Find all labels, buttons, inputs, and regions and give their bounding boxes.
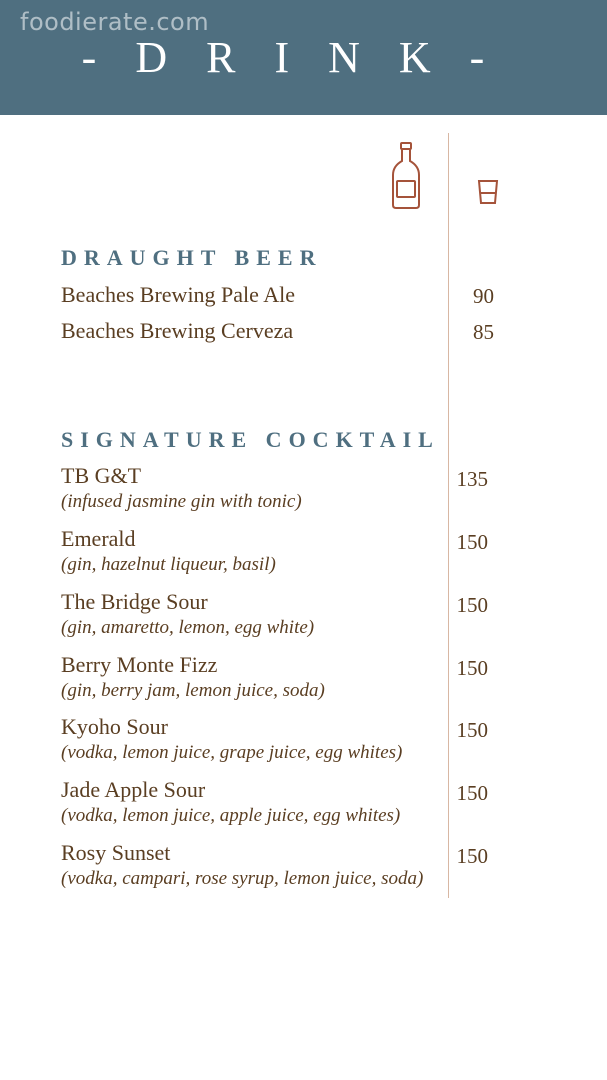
item-price: 150 [456,593,488,617]
bottle-icon [388,141,424,211]
item-price: 150 [456,656,488,680]
item-price: 150 [456,530,488,554]
list-item-description: (gin, amaretto, lemon, egg white) [61,617,315,638]
list-item-name: Jade Apple Sour [61,777,206,802]
list-item-description: (infused jasmine gin with tonic) [61,491,302,512]
item-price: 150 [456,781,488,805]
list-item-name: Beaches Brewing Cerveza [61,318,294,343]
list-item-description: (vodka, lemon juice, apple juice, egg whites) [61,805,401,826]
list-item-name: Kyoho Sour [61,714,168,739]
list-item-description: (vodka, lemon juice, grape juice, egg whites) [61,742,403,763]
section-title-signature-cocktail: SIGNATURE COCKTAIL [61,427,440,452]
item-price: 150 [456,718,488,742]
list-item-name: The Bridge Sour [61,589,208,614]
item-price: 150 [456,844,488,868]
list-item-name: Rosy Sunset [61,840,171,865]
item-price: 90 [473,284,494,308]
header-banner [0,0,607,115]
item-price: 135 [456,467,488,491]
list-item-description: (vodka, campari, rose syrup, lemon juice, soda) [61,868,424,889]
list-item-name: Emerald [61,526,136,551]
list-item-description: (gin, hazelnut liqueur, basil) [61,554,276,575]
glass-icon [475,178,501,206]
page-title: - D R I N K - [81,33,499,82]
section-title-draught-beer: DRAUGHT BEER [61,245,323,270]
list-item-name: Berry Monte Fizz [61,652,218,677]
item-price: 85 [473,320,494,344]
list-item-name: TB G&T [61,463,142,488]
list-item-description: (gin, berry jam, lemon juice, soda) [61,680,325,701]
watermark: foodierate.com [20,8,210,36]
list-item-name: Beaches Brewing Pale Ale [61,282,295,307]
